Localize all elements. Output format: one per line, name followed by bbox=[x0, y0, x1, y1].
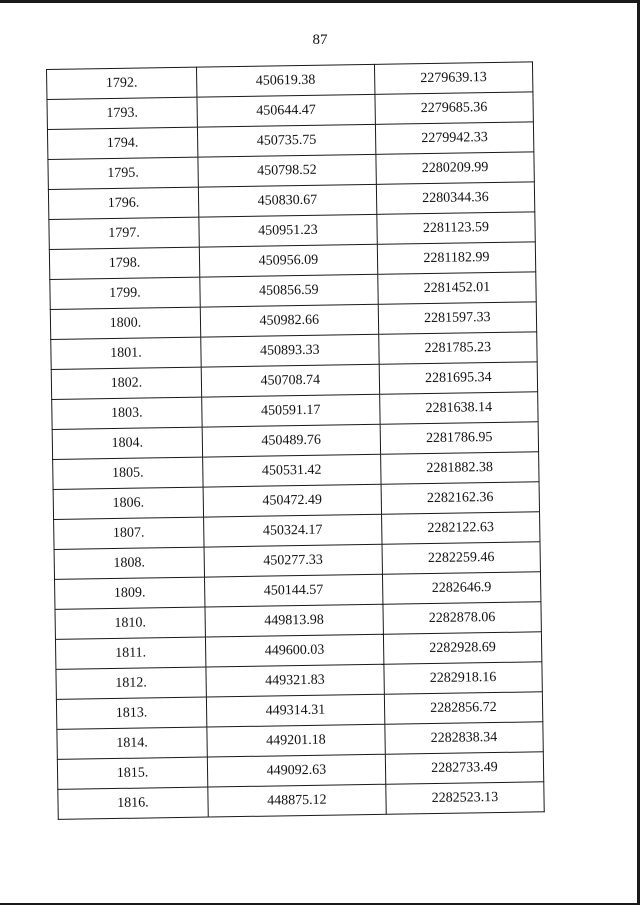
point-number-cell: 1813. bbox=[56, 697, 206, 729]
y-coordinate-cell: 2281452.01 bbox=[378, 272, 537, 304]
x-coordinate-cell: 450591.17 bbox=[202, 394, 380, 427]
y-coordinate-cell: 2279685.36 bbox=[375, 92, 534, 124]
point-number-cell: 1806. bbox=[53, 487, 203, 519]
y-coordinate-cell: 2282918.16 bbox=[384, 662, 543, 694]
point-number-cell: 1810. bbox=[55, 607, 205, 639]
y-coordinate-cell: 2282122.63 bbox=[381, 512, 540, 544]
point-number-cell: 1812. bbox=[56, 667, 206, 699]
x-coordinate-cell: 450856.59 bbox=[200, 274, 378, 307]
x-coordinate-cell: 450735.75 bbox=[197, 124, 375, 157]
x-coordinate-cell: 449092.63 bbox=[207, 754, 385, 787]
point-number-cell: 1803. bbox=[52, 397, 202, 429]
x-coordinate-cell: 449314.31 bbox=[206, 694, 384, 727]
coordinates-table bbox=[46, 61, 545, 820]
x-coordinate-cell: 449201.18 bbox=[207, 724, 385, 757]
point-number-cell: 1805. bbox=[53, 457, 203, 489]
point-number-cell: 1804. bbox=[52, 427, 202, 459]
x-coordinate-cell: 448875.12 bbox=[208, 784, 386, 817]
x-coordinate-cell: 449813.98 bbox=[205, 604, 383, 637]
x-coordinate-cell: 450619.38 bbox=[196, 64, 374, 97]
x-coordinate-cell: 450708.74 bbox=[201, 364, 379, 397]
point-number-cell: 1802. bbox=[51, 367, 201, 399]
y-coordinate-cell: 2280209.99 bbox=[376, 152, 535, 184]
page-number: 87 bbox=[312, 32, 328, 48]
point-number-cell: 1801. bbox=[51, 337, 201, 369]
point-number-cell: 1807. bbox=[54, 517, 204, 549]
x-coordinate-cell: 450472.49 bbox=[203, 484, 381, 517]
point-number-cell: 1816. bbox=[58, 787, 208, 819]
x-coordinate-cell: 450277.33 bbox=[204, 544, 382, 577]
point-number-cell: 1799. bbox=[50, 277, 200, 309]
x-coordinate-cell: 450644.47 bbox=[197, 94, 375, 127]
y-coordinate-cell: 2281785.23 bbox=[379, 332, 538, 364]
y-coordinate-cell: 2282928.69 bbox=[383, 632, 542, 664]
y-coordinate-cell: 2280344.36 bbox=[376, 182, 535, 214]
x-coordinate-cell: 450830.67 bbox=[198, 184, 376, 217]
point-number-cell: 1792. bbox=[47, 67, 197, 99]
y-coordinate-cell: 2281182.99 bbox=[377, 242, 536, 274]
x-coordinate-cell: 450956.09 bbox=[199, 244, 377, 277]
y-coordinate-cell: 2281695.34 bbox=[379, 362, 538, 394]
y-coordinate-cell: 2282162.36 bbox=[381, 482, 540, 514]
y-coordinate-cell: 2282646.9 bbox=[382, 572, 541, 604]
y-coordinate-cell: 2279639.13 bbox=[374, 62, 533, 94]
y-coordinate-cell: 2281786.95 bbox=[380, 422, 539, 454]
y-coordinate-cell: 2281123.59 bbox=[377, 212, 536, 244]
point-number-cell: 1808. bbox=[54, 547, 204, 579]
x-coordinate-cell: 449321.83 bbox=[206, 664, 384, 697]
point-number-cell: 1811. bbox=[55, 637, 205, 669]
point-number-cell: 1796. bbox=[48, 187, 198, 219]
y-coordinate-cell: 2282259.46 bbox=[382, 542, 541, 574]
x-coordinate-cell: 450489.76 bbox=[202, 424, 380, 457]
point-number-cell: 1814. bbox=[57, 727, 207, 759]
x-coordinate-cell: 450798.52 bbox=[198, 154, 376, 187]
y-coordinate-cell: 2281882.38 bbox=[380, 452, 539, 484]
y-coordinate-cell: 2282878.06 bbox=[383, 602, 542, 634]
point-number-cell: 1800. bbox=[50, 307, 200, 339]
point-number-cell: 1815. bbox=[57, 757, 207, 789]
point-number-cell: 1798. bbox=[49, 247, 199, 279]
point-number-cell: 1795. bbox=[48, 157, 198, 189]
point-number-cell: 1793. bbox=[47, 97, 197, 129]
y-coordinate-cell: 2281638.14 bbox=[379, 392, 538, 424]
y-coordinate-cell: 2282838.34 bbox=[385, 722, 544, 754]
y-coordinate-cell: 2282856.72 bbox=[384, 692, 543, 724]
x-coordinate-cell: 450951.23 bbox=[199, 214, 377, 247]
point-number-cell: 1794. bbox=[47, 127, 197, 159]
y-coordinate-cell: 2281597.33 bbox=[378, 302, 537, 334]
x-coordinate-cell: 450324.17 bbox=[203, 514, 381, 547]
y-coordinate-cell: 2279942.33 bbox=[375, 122, 534, 154]
y-coordinate-cell: 2282733.49 bbox=[385, 752, 544, 784]
x-coordinate-cell: 449600.03 bbox=[205, 634, 383, 667]
x-coordinate-cell: 450144.57 bbox=[204, 574, 382, 607]
point-number-cell: 1809. bbox=[55, 577, 205, 609]
table-body bbox=[47, 62, 545, 820]
x-coordinate-cell: 450531.42 bbox=[203, 454, 381, 487]
x-coordinate-cell: 450982.66 bbox=[200, 304, 378, 337]
point-number-cell: 1797. bbox=[49, 217, 199, 249]
y-coordinate-cell: 2282523.13 bbox=[386, 782, 545, 814]
x-coordinate-cell: 450893.33 bbox=[201, 334, 379, 367]
